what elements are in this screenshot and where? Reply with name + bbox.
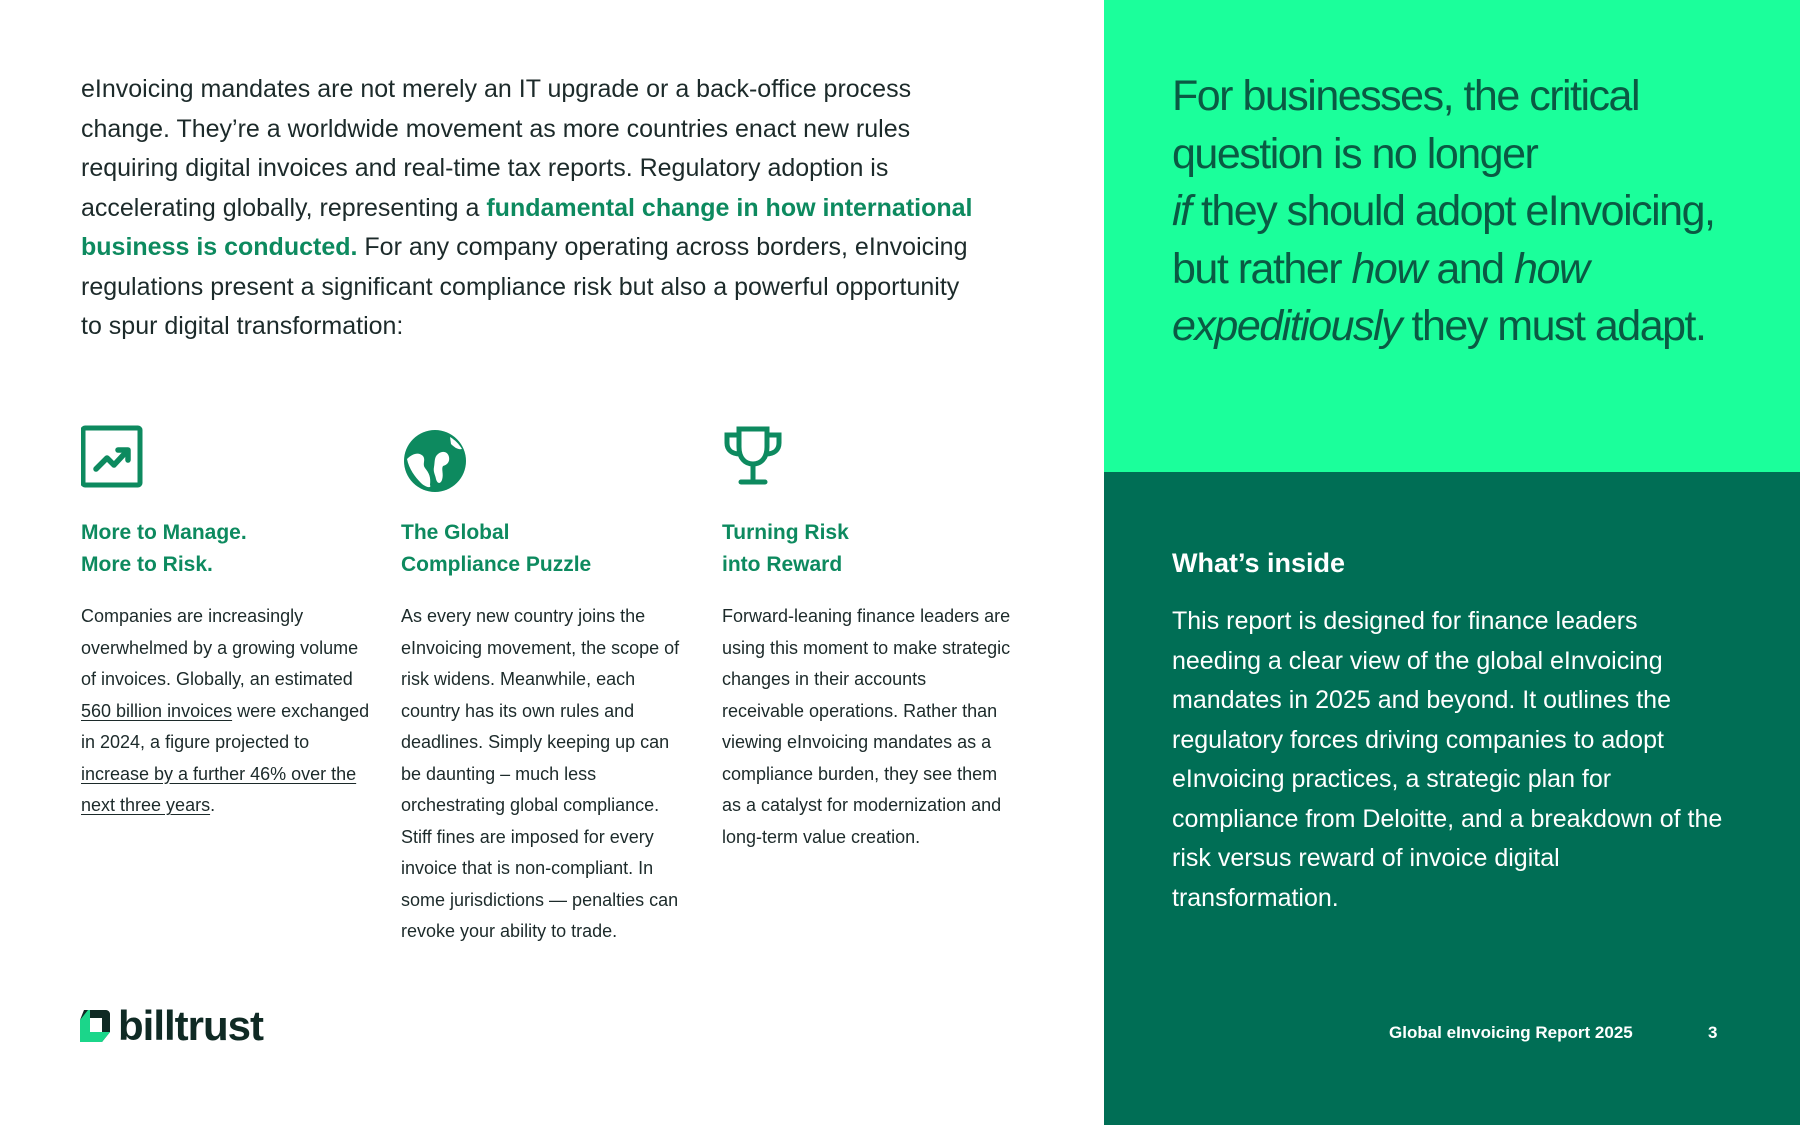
column-body-text: were exchanged in 2024, a figure projected to <box>81 700 370 752</box>
logo-mark-icon <box>80 1010 110 1042</box>
invoices-link[interactable]: 560 billion invoices <box>81 700 233 721</box>
trending-up-icon <box>81 425 153 497</box>
globe-icon <box>401 425 473 497</box>
column-title: Turning Risk into Reward <box>722 521 849 576</box>
whats-inside-title: What’s inside <box>1172 548 1346 578</box>
column-global-compliance <box>401 425 691 948</box>
logo-text: billtrust <box>118 1002 263 1049</box>
column-body: Forward-leaning finance leaders are using this moment to make strategic changes in their accounts receivable operations. Rather than viewing eInvoicing mandates as a compliance burden, they see them as a catalyst for modernization and long-term value creation. <box>722 606 1011 847</box>
increase-link[interactable]: increase by a further 46% over the next three years <box>81 763 357 815</box>
column-risk-to-reward <box>722 425 1012 853</box>
quote-emphasis: how <box>1351 244 1426 293</box>
whats-inside-panel <box>1104 472 1800 1125</box>
column-title: More to Manage. More to Risk. <box>81 521 247 576</box>
billtrust-logo <box>80 1002 263 1049</box>
pull-quote <box>1172 68 1772 356</box>
intro-highlight: fundamental change in how international business is conducted. <box>81 193 973 261</box>
quote-text: For businesses, the critical question is no longer <box>1172 72 1640 178</box>
page-number: 3 <box>1708 1023 1718 1042</box>
quote-text: and <box>1425 244 1515 293</box>
trophy-icon <box>722 425 794 497</box>
quote-emphasis: how expeditiously <box>1172 244 1589 350</box>
column-body-text: . <box>210 795 216 815</box>
column-more-to-manage <box>81 425 371 822</box>
quote-panel <box>1104 0 1800 472</box>
whats-inside-body: This report is designed for finance leaders needing a clear view of the global eInvoicing mandates in 2025 and beyond. It outlines the regulatory forces driving companies to adopt eInvoicing practices, a strategic plan for compliance from Deloitte, and a breakdown of the risk versus reward of invoice digital transformation. <box>1172 607 1723 912</box>
quote-text: they must adapt. <box>1401 302 1706 350</box>
column-body-text: Companies are increasingly overwhelmed by a growing volume of invoices. Globally, an estimated <box>81 606 359 689</box>
report-title: Global eInvoicing Report 2025 <box>1389 1023 1633 1042</box>
intro-text-1: eInvoicing mandates are not merely an IT upgrade or a back-office process change. They’re a worldwide movement as more countries enact new rules requiring digital invoices and real-time tax reports. Regulatory adoption is accelerating globally, representing a <box>81 75 912 222</box>
column-body <box>81 601 371 822</box>
quote-text: they should adopt eInvoicing, but rather <box>1172 187 1715 293</box>
intro-paragraph <box>81 70 981 347</box>
intro-text-2: For any company operating across borders, eInvoicing regulations present a significant compliance risk but also a powerful opportunity to spur digital transformation: <box>81 233 968 340</box>
column-body: As every new country joins the eInvoicing movement, the scope of risk widens. Meanwhile, each country has its own rules and deadlines. Simply keeping up can be daunting – much less orchestrating global compliance. Stiff fines are imposed for every invoice that is non-compliant. In some jurisdictions — penalties can revoke your ability to trade. <box>401 606 680 941</box>
quote-emphasis: if <box>1172 187 1191 235</box>
column-title: The Global Compliance Puzzle <box>401 521 592 576</box>
